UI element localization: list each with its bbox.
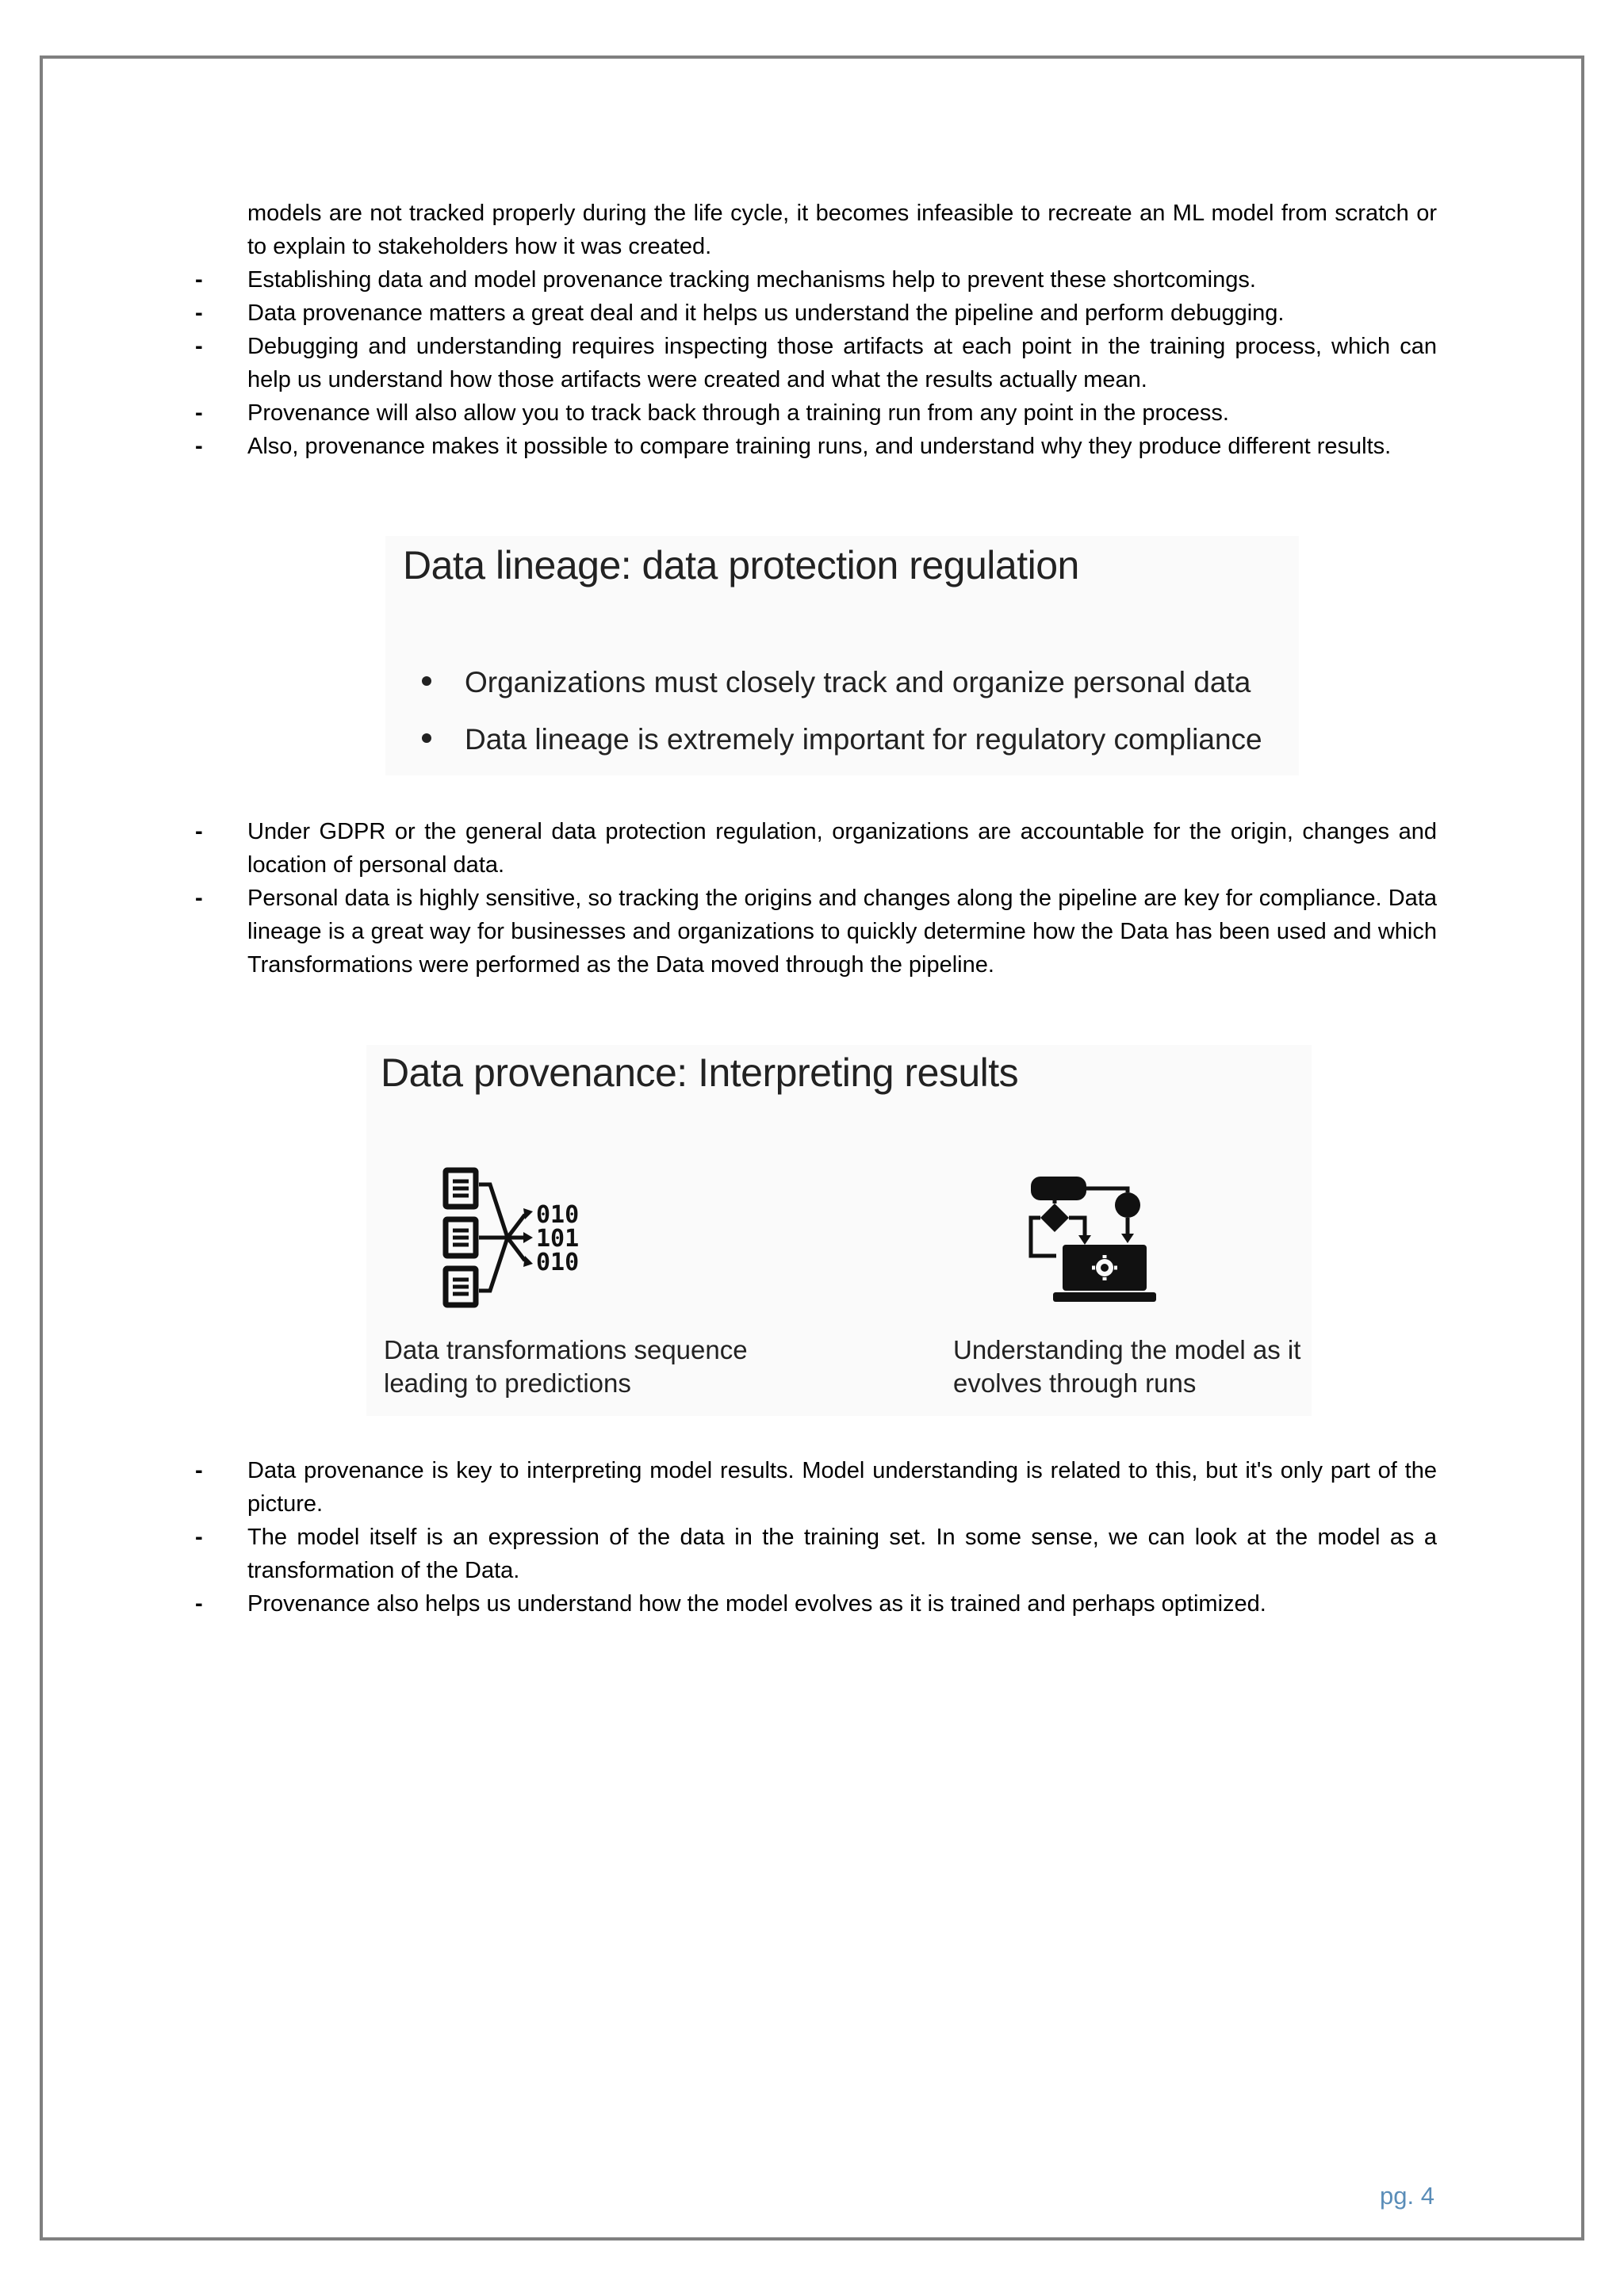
bullet-dot: [422, 676, 431, 686]
slide-data-lineage: [385, 536, 1299, 775]
list-item: [190, 1454, 1437, 1521]
dash-marker: -: [195, 434, 203, 459]
middle-text-block: [190, 815, 1437, 982]
slide-title: Data lineage: data protection regulation: [403, 543, 1079, 587]
list-item: [190, 1521, 1437, 1587]
page-number: pg. 4: [1380, 2182, 1434, 2210]
list-item-text: Data provenance matters a great deal and it helps us understand the pipeline and perform debugging.: [247, 300, 1285, 326]
intro-continuation: models are not tracked properly during the life cycle, it becomes infeasible to recreate an ML model from scratch or to explain to stakeholders how it was created.: [247, 201, 1437, 259]
list-item-text: Also, provenance makes it possible to compare training runs, and understand why they produce different results.: [247, 434, 1392, 459]
flowchart-laptop-gear-icon: [1025, 1173, 1159, 1305]
dash-marker: -: [195, 267, 203, 293]
slide-bullet-text: Organizations must closely track and organize personal data: [465, 666, 1251, 698]
bullet-dot: [422, 733, 431, 743]
binary-row: 101: [536, 1225, 580, 1253]
slide-title: Data provenance: Interpreting results: [381, 1050, 1019, 1095]
list-item-text: The model itself is an expression of the data in the training set. In some sense, we can look at the model as a transformation of the Data.: [247, 1525, 1437, 1583]
dash-marker: -: [195, 819, 203, 844]
list-item-text: Personal data is highly sensitive, so tracking the origins and changes along the pipeline are key for compliance. Data lineage is a great way for businesses and organizations to quickly determine how the Data has been used and which Transformations were performed as the Data moved through the pipeline.: [247, 886, 1437, 978]
document-transform-binary-icon: [441, 1167, 599, 1310]
list-item: [190, 430, 1437, 463]
dash-marker: -: [195, 1458, 203, 1483]
dash-marker: -: [195, 886, 203, 911]
left-caption: Data transformations sequence leading to predictions: [384, 1335, 748, 1398]
dash-marker: -: [195, 400, 203, 426]
list-item: [190, 882, 1437, 982]
slide-data-provenance: [366, 1045, 1312, 1416]
slide-bullet: [422, 666, 1251, 699]
dash-marker: -: [195, 1525, 203, 1550]
slide-bullet: [422, 723, 1262, 756]
binary-row: 010: [536, 1249, 580, 1276]
list-item-text: Establishing data and model provenance tracking mechanisms help to prevent these shortcomings.: [247, 267, 1256, 293]
dash-marker: -: [195, 1591, 203, 1617]
list-item: [190, 815, 1437, 882]
list-item: [190, 263, 1437, 297]
list-item-text: Provenance will also allow you to track back through a training run from any point in the process.: [247, 400, 1229, 426]
slide-bullet-text: Data lineage is extremely important for regulatory compliance: [465, 723, 1262, 756]
list-item-text: Under GDPR or the general data protection regulation, organizations are accountable for the origin, changes and location of personal data.: [247, 819, 1437, 878]
bottom-text-block: [190, 1454, 1437, 1621]
right-caption: Understanding the model as it evolves through runs: [953, 1335, 1301, 1398]
list-item-text: Data provenance is key to interpreting model results. Model understanding is related to this, but it's only part of the picture.: [247, 1458, 1437, 1517]
list-item: [190, 297, 1437, 330]
top-text-block: [190, 197, 1437, 463]
list-item: [190, 396, 1437, 430]
list-item: [190, 330, 1437, 396]
dash-marker: -: [195, 300, 203, 326]
binary-row: 010: [536, 1201, 580, 1229]
list-item-text: Provenance also helps us understand how the model evolves as it is trained and perhaps optimized.: [247, 1591, 1266, 1617]
list-item: [190, 1587, 1437, 1621]
list-item-text: Debugging and understanding requires inspecting those artifacts at each point in the training process, which can help us understand how those artifacts were created and what the results actually mean.: [247, 334, 1437, 392]
dash-marker: -: [195, 334, 203, 359]
